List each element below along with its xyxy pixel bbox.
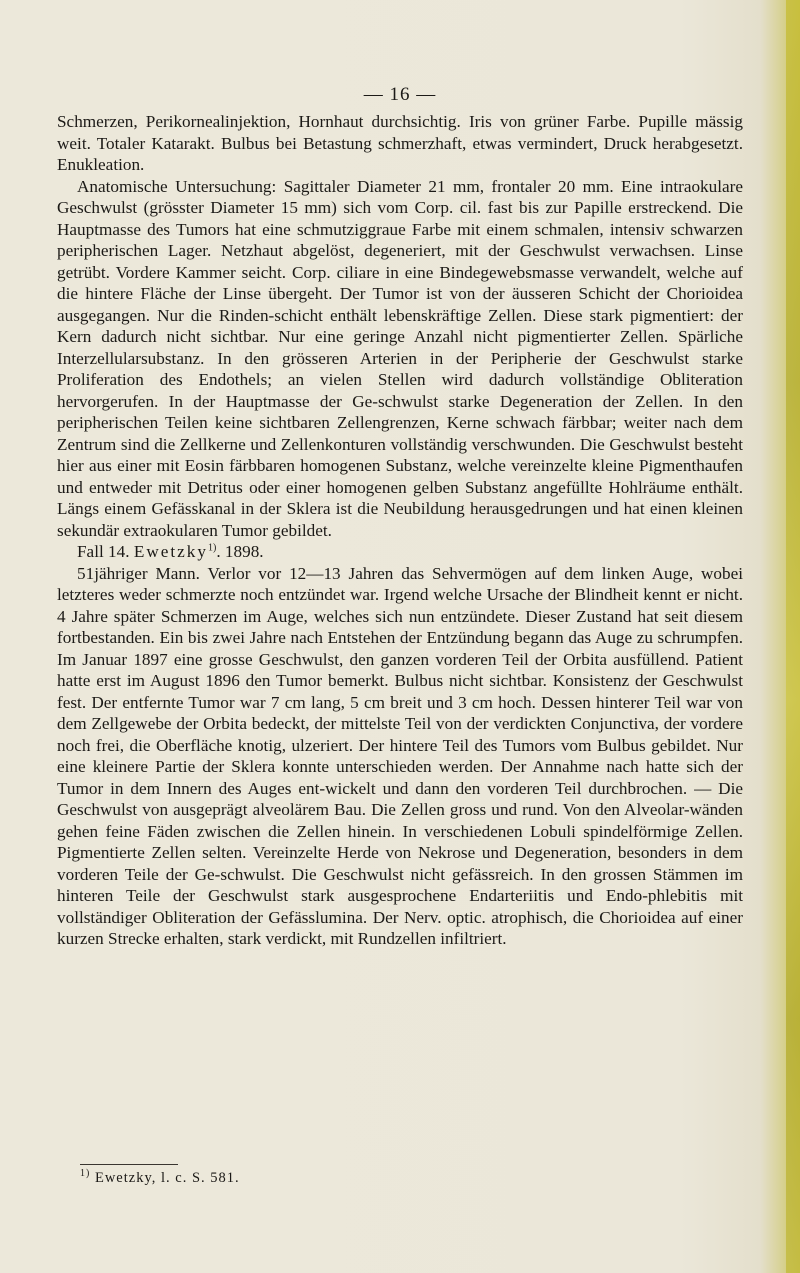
footnote-reference: 1) [207,542,217,554]
footnote-mark: 1) [80,1168,91,1180]
footnote [80,1170,240,1187]
footnote-text: Ewetzky, l. c. S. 581. [94,1170,240,1186]
paragraph-4: 51jähriger Mann. Verlor vor 12—13 Jahren das Sehvermögen auf dem linken Auge, wobei letzteres weder schmerzte noch entzündet war. Irgend welche Ursache der Blindheit kennt er nicht. 4 Jahre später Schmerzen im Auge, welches sich nun entzündete. Dieser Zustand hat seit diesem fortbestanden. Ein bis zwei Jahre nach Entstehen der Entzündung begann das Auge zu schrumpfen. Im Januar 1897 eine grosse Geschwulst, den ganzen vorderen Teil der Orbita ausfüllend. Patient hatte erst im August 1896 den Tumor bemerkt. Bulbus nicht sichtbar. Konsistenz der Geschwulst fest. Der entfernte Tumor war 7 cm lang, 5 cm breit und 3 cm hoch. Dessen hinterer Teil war von dem Zellgewebe der Orbita bedeckt, der mittelste Teil von der verdickten Conjunctiva, der vordere noch frei, die Oberfläche knotig, ulzeriert. Der hintere Teil des Tumors vom Bulbus gebildet. Nur eine kleinere Partie der Sklera konnte unterschieden werden. Der Annahme nach hatte sich der Tumor in dem Innern des Auges ent-wickelt und dann den vorderen Teil durchbrochen. — Die Geschwulst von ausgeprägt alveolärem Bau. Die Zellen gross und rund. Von den Alveolar-wänden gehen feine Fäden zwischen die Zellen hinein. In verschiedenen Lobuli spindelförmige Zellen. Pigmentierte Zellen selten. Vereinzelte Herde von Nekrose und Degeneration, besonders in dem vorderen Teile der Ge-schwulst. Die Geschwulst nicht gefässreich. In den grossen Stämmen im hinteren Teile der Geschwulst stark ausgesprochene Endarteriitis und Endo-phlebitis mit vollständiger Obliteration der Gefässlumina. Der Nerv. optic. atrophisch, die Chorioidea auf einer kurzen Strecke erhalten, stark verdickt, mit Rundzellen infiltriert. [57,563,743,948]
paragraph-3 [57,541,743,563]
paragraph-1: Schmerzen, Perikornealinjektion, Hornhaut durchsichtig. Iris von grüner Farbe. Pupille mässig weit. Totaler Katarakt. Bulbus bei Betastung schmerzhaft, etwas vermindert, Druck herabgesetzt. Enukleation. [57,112,743,174]
case-year: . 1898. [216,542,264,561]
author-name: Ewetzky [133,542,208,561]
case-number: Fall 14. [77,542,130,561]
page-edge [786,0,800,1273]
page-number-header: — 16 — [363,84,437,105]
footnote-rule [80,1164,178,1165]
paragraph-2: Anatomische Untersuchung: Sagittaler Diameter 21 mm, frontaler 20 mm. Eine intraokulare Geschwulst (grösster Diameter 15 mm) sich vom Corp. cil. fast bis zur Papille erstreckend. Die Hauptmasse des Tumors hat eine schmutziggraue Farbe mit einem schmalen, intensiv schwarzen peripherischen Lager. Netzhaut abgelöst, degeneriert, mit der Geschwulst verwachsen. Linse getrübt. Vordere Kammer seicht. Corp. ciliare in eine Bindegewebsmasse verwandelt, welche auf die hintere Fläche der Linse übergeht. Der Tumor ist von der äusseren Schicht der Chorioidea ausgegangen. Nur die Rinden-schicht enthält lebenskräftige Zellen. Diese stark pigmentiert: der Kern dadurch nicht sichtbar. Nur eine geringe Anzahl nicht pigmentierter Zellen. Spärliche Interzellularsubstanz. In den grösseren Arterien in der Peripherie der Geschwulst starke Proliferation des Endothels; an vielen Stellen wird dadurch vollständige Obliteration hervorgerufen. In der Hauptmasse der Ge-schwulst starke Degeneration der Zellen. In den peripherischen Teilen keine sichtbaren Zellengrenzen, Kerne schwach färbbar; weiter nach dem Zentrum sind die Zellkerne und Zellenkonturen vollständig verschwunden. Die Geschwulst besteht hier aus einer mit Eosin färbbaren homogenen Substanz, welche vereinzelte kleine Pigmenthaufen und entweder mit Detritus oder einer homogenen gelben Substanz angefüllte Hohlräume enthält. Längs einem Gefässkanal in der Sklera ist die Neubildung herausgedrungen und hat einen kleinen sekundär extraokularen Tumor gebildet. [57,176,743,540]
body-text [57,111,743,950]
